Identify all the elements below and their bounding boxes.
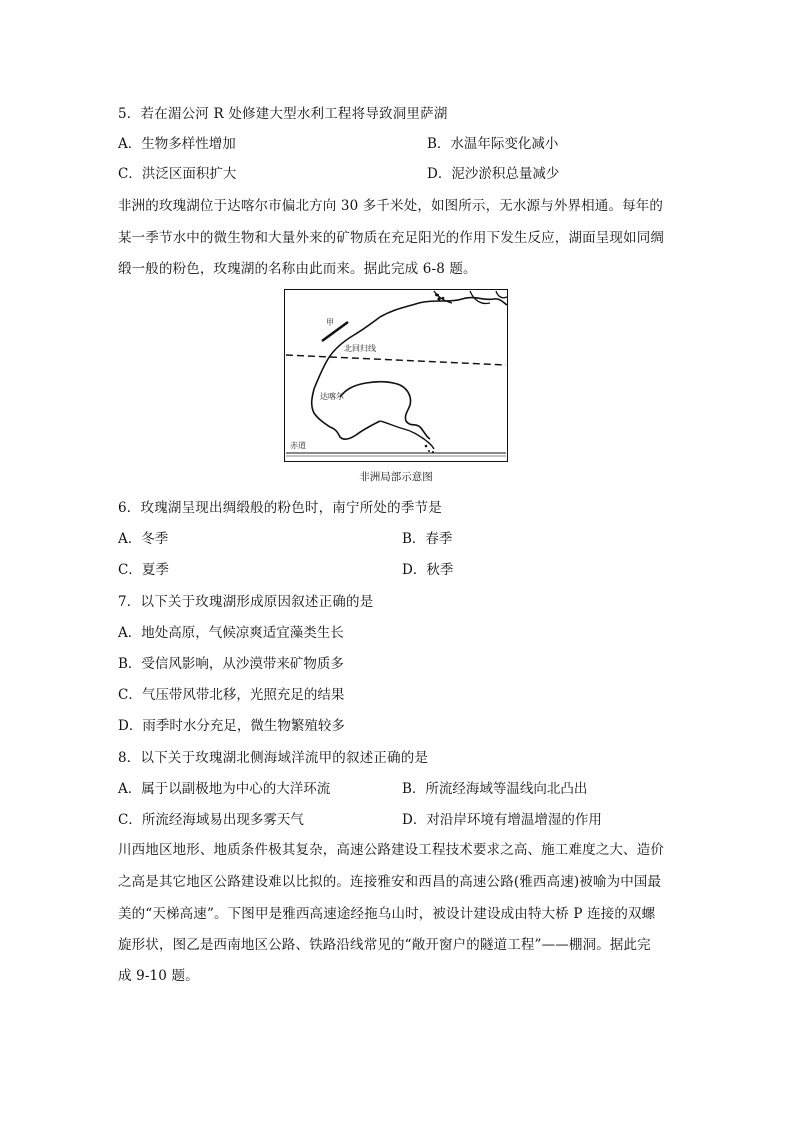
q5-option-a: A．生物多样性增加 [118, 136, 236, 152]
q7-option-c: C．气压带风带北移，光照充足的结果 [118, 687, 345, 703]
intro1-line2: 某一季节水中的微生物和大量外来的矿物质在充足阳光的作用下发生反应，湖面呈现如同绸 [118, 230, 664, 246]
intro1-line3: 缎一般的粉色，玫瑰湖的名称由此而来。据此完成 6-8 题。 [118, 261, 477, 277]
q7-option-a: A．地处高原，气候凉爽适宜藻类生长 [118, 625, 344, 641]
q8-option-b: B．所流经海域等温线向北凸出 [402, 781, 588, 797]
label-equator: 赤道 [290, 441, 306, 450]
africa-map-figure [284, 289, 508, 462]
map-caption: 非洲局部示意图 [359, 471, 433, 483]
q6-stem: 6．玫瑰湖呈现出绸缎般的粉色时，南宁所处的季节是 [118, 500, 442, 516]
q7-option-d: D．雨季时水分充足，微生物繁殖较多 [118, 718, 345, 734]
q8-stem: 8．以下关于玫瑰湖北侧海域洋流甲的叙述正确的是 [118, 750, 429, 766]
intro2-line5: 成 9-10 题。 [118, 968, 199, 984]
q5-option-c: C．洪泛区面积扩大 [118, 166, 237, 182]
q7-option-b: B．受信风影响，从沙漠带来矿物质多 [118, 656, 344, 672]
q6-option-d: D．秋季 [402, 562, 454, 578]
q5-option-d: D．泥沙淤积总量减少 [427, 166, 560, 182]
q8-option-c: C．所流经海域易出现多雾天气 [118, 812, 304, 828]
q6-option-c: C．夏季 [118, 562, 169, 578]
q6-option-a: A．冬季 [118, 531, 169, 547]
label-dakar: 达喀尔 [320, 392, 344, 401]
q8-option-a: A．属于以副极地为中心的大洋环流 [118, 781, 331, 797]
intro2-line1: 川西地区地形、地质条件极其复杂，高速公路建设工程技术要求之高、施工难度之大、造价 [118, 842, 664, 858]
intro2-line2: 之高是其它地区公路建设难以比拟的。连接雅安和西昌的高速公路(雅西高速)被喻为中国最 [118, 874, 662, 890]
label-tropic-of-cancer: 北回归线 [344, 344, 376, 353]
label-current-jia: 甲 [326, 318, 334, 327]
q8-option-d: D．对沿岸环境有增温增湿的作用 [402, 812, 602, 828]
q5-option-b: B．水温年际变化减小 [427, 136, 559, 152]
q6-option-b: B．春季 [402, 531, 453, 547]
intro2-line3: 美的“天梯高速”。下图甲是雅西高速途经拖乌山时，被设计建设成由特大桥 P 连接的双螺 [118, 906, 656, 922]
intro1-line1: 非洲的玫瑰湖位于达喀尔市偏北方向 30 多千米处，如图所示，无水源与外界相通。每年的 [118, 198, 664, 214]
q5-stem: 5．若在湄公河 R 处修建大型水利工程将导致洞里萨湖 [118, 106, 448, 122]
intro2-line4: 旋形状，图乙是西南地区公路、铁路沿线常见的“敞开窗户的隧道工程”——棚洞。据此完 [118, 937, 651, 953]
q7-stem: 7．以下关于玫瑰湖形成原因叙述正确的是 [118, 594, 374, 610]
